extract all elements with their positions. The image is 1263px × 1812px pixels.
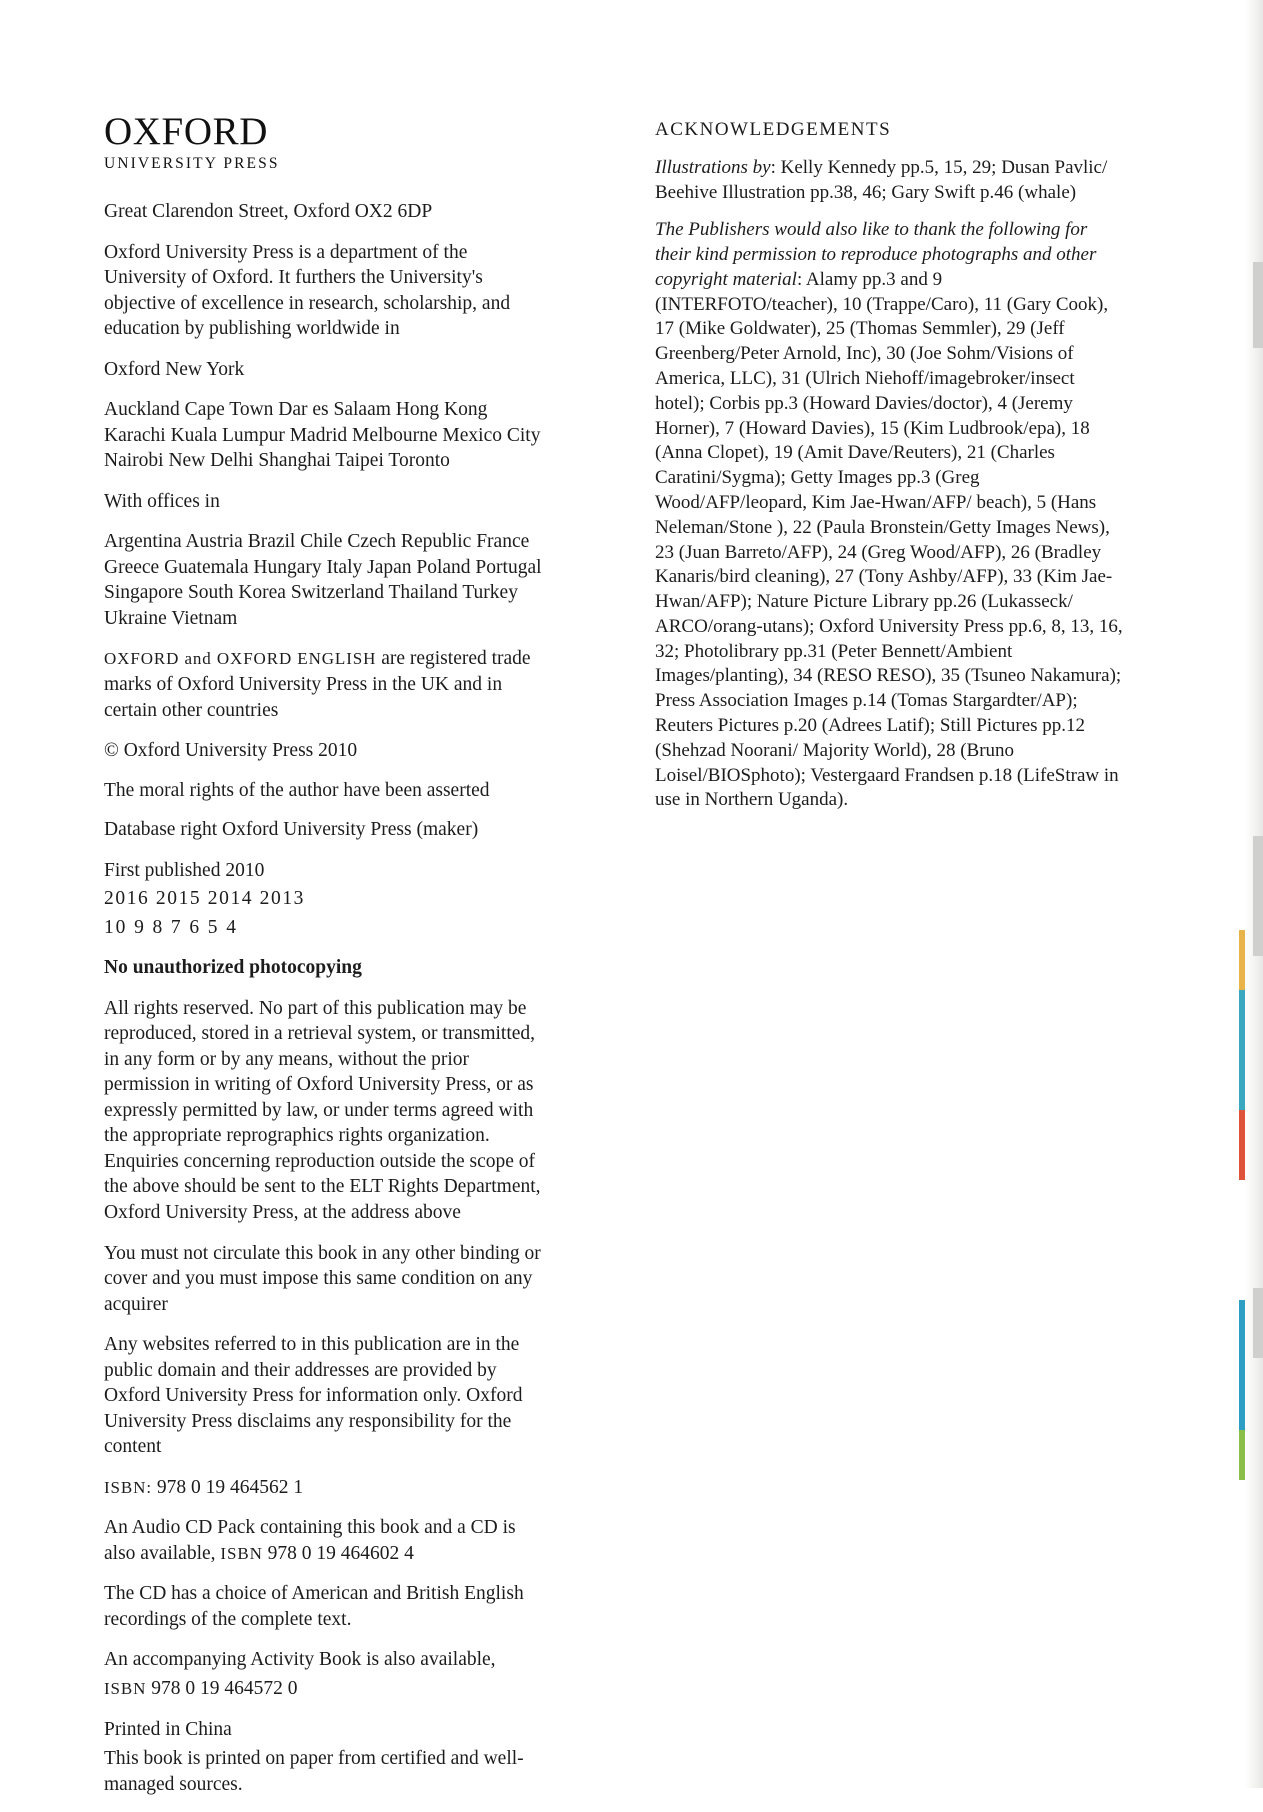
trademark-names: OXFORD and OXFORD ENGLISH	[104, 649, 377, 669]
publisher-department-statement: Oxford University Press is a department of the University of Oxford. It furthers the University's objective of excellence in research, scholarship, and education by publishing worldwide in	[104, 241, 511, 340]
first-published-line: First published 2010	[104, 859, 265, 881]
page-edge-mark	[1253, 836, 1263, 956]
photo-credits	[655, 218, 1125, 813]
isbn-label: ISBN:	[104, 1477, 152, 1497]
global-cities-list: Auckland Cape Town Dar es Salaam Hong Kong Karachi Kuala Lumpur Madrid Melbourne Mexico City Nairobi New Delhi Shanghai Taipei Toronto	[104, 399, 541, 472]
audio-cd-pack-text: An Audio CD Pack containing this book and a CD is also available,	[104, 1517, 516, 1564]
trademark-notice	[104, 646, 549, 723]
illustrations-label: Illustrations by	[655, 156, 771, 178]
paper-sourcing-note: This book is printed on paper from certified and well-managed sources.	[104, 1748, 524, 1795]
publisher-address: Great Clarendon Street, Oxford OX2 6DP	[104, 201, 433, 222]
isbn-value: 978 0 19 464562 1	[156, 1476, 304, 1498]
oxford-university-press-logo	[104, 112, 549, 173]
printing-years: 2016 2015 2014 2013	[104, 888, 306, 910]
imprint-column	[104, 112, 549, 1812]
audio-cd-pack-line	[104, 1515, 549, 1566]
circulation-condition-paragraph: You must not circulate this book in any other binding or cover and you must impose this same condition on any acquirer	[104, 1242, 541, 1315]
page-bleed-bar	[1239, 990, 1245, 1110]
printed-in-line: Printed in China	[104, 1718, 232, 1740]
photo-credits-text: : Alamy pp.3 and 9 (INTERFOTO/teacher), 10 (Trappe/Caro), 11 (Gary Cook), 17 (Mike Goldwater), 25 (Thomas Semmler), 29 (Jeff Greenberg/Peter Arnold, Inc), 30 (Joe Sohm/Visions of America, LLC), 31 (Ulrich Niehoff/imagebroker/insect hotel); Corbis pp.3 (Howard Davies/doctor), 4 (Jeremy Horner), 7 (Howard Davies), 15 (Kim Ludbrook/epa), 18 (Anna Clopet), 19 (Amit Dave/Reuters), 21 (Charles Caratini/Sygma); Getty Images pp.3 (Greg Wood/AFP/leopard, Kim Jae-Hwan/AFP/ beach), 5 (Hans Neleman/Stone ), 22 (Paula Bronstein/Getty Images News), 23 (Juan Barreto/AFP), 24 (Greg Wood/AFP), 26 (Bradley Kanaris/bird cleaning), 27 (Tony Ashby/AFP), 33 (Kim Jae-Hwan/AFP); Nature Picture Library pp.26 (Lukasseck/ ARCO/orang-utans); Oxford University Press pp.6, 8, 13, 16, 32; Photolibrary pp.31 (Peter Bennett/Ambient Images/planting), 34 (RESO RESO), 35 (Tsuneo Nakamura); Press Association Images p.14 (Tomas Stargardter/AP); Reuters Pictures p.20 (Adrees Latif); Still Pictures pp.12 (Shehzad Noorani/ Majority World), 28 (Bruno Loisel/BIOSphoto); Vestergaard Frandsen p.18 (LifeStraw in use in Northern Uganda).	[655, 268, 1123, 811]
offices-intro: With offices in	[104, 490, 220, 512]
websites-disclaimer-paragraph: Any websites referred to in this publication are in the public domain and their addresses are provided by Oxford University Press for information only. Oxford University Press disclaims any responsibility for the content	[104, 1334, 523, 1458]
illustrations-text: : Kelly Kennedy pp.5, 15, 29; Dusan Pavlic/ Beehive Illustration pp.38, 46; Gary Swift p.46 (whale)	[655, 156, 1108, 203]
cd-recordings-note: The CD has a choice of American and British English recordings of the complete text.	[104, 1583, 524, 1630]
audio-cd-isbn-label: ISBN	[220, 1543, 263, 1563]
no-photocopying-heading: No unauthorized photocopying	[104, 957, 362, 979]
all-rights-reserved-paragraph: All rights reserved. No part of this publication may be reproduced, stored in a retrieval system, or transmitted, in any form or by any means, without the prior permission in writing of Oxford University Press, or as expressly permitted by law, or under terms agreed with the appropriate reprographics rights organization. Enquiries concerning reproduction outside the scope of the above should be sent to the ELT Rights Department, Oxford University Press, at the address above	[104, 997, 541, 1223]
logo-university-press-text: UNIVERSITY PRESS	[104, 155, 280, 172]
page-bleed-bar	[1239, 930, 1245, 990]
page-bleed-bar	[1239, 1300, 1245, 1430]
illustrations-credits	[655, 156, 1125, 206]
trademark-notice-text: are registered trade marks of Oxford University Press in the UK and in certain other countries	[104, 648, 531, 721]
moral-rights-line: The moral rights of the author have been asserted	[104, 779, 490, 801]
page-edge-mark	[1253, 262, 1263, 348]
audio-cd-isbn-value: 978 0 19 464602 4	[267, 1542, 414, 1564]
copyright-line: © Oxford University Press 2010	[104, 740, 358, 762]
activity-isbn-value: 978 0 19 464572 0	[151, 1677, 298, 1699]
publishers-thanks-label: The Publishers would also like to thank the following for their kind permission to reproduce photographs and other copyright material	[655, 219, 1097, 290]
logo-oxford-wordmark: OXFORD	[104, 110, 268, 153]
page-edge-mark	[1253, 1288, 1263, 1358]
activity-book-line: An accompanying Activity Book is also available,	[104, 1649, 496, 1671]
activity-isbn-label: ISBN	[104, 1678, 147, 1698]
database-right-line: Database right Oxford University Press (maker)	[104, 819, 479, 841]
isbn-line	[104, 1475, 549, 1501]
primary-cities: Oxford New York	[104, 358, 245, 380]
page-bleed-bar	[1239, 1430, 1245, 1480]
offices-country-list: Argentina Austria Brazil Chile Czech Republic France Greece Guatemala Hungary Italy Japan Poland Portugal Singapore South Korea Switzerland Thailand Turkey Ukraine Vietnam	[104, 531, 542, 629]
acknowledgements-column	[655, 118, 1125, 826]
page-bleed-bar	[1239, 1110, 1245, 1180]
acknowledgements-heading: ACKNOWLEDGEMENTS	[655, 119, 892, 140]
printing-numbers: 10 9 8 7 6 5 4	[104, 916, 238, 938]
activity-book-isbn-line	[104, 1676, 549, 1702]
